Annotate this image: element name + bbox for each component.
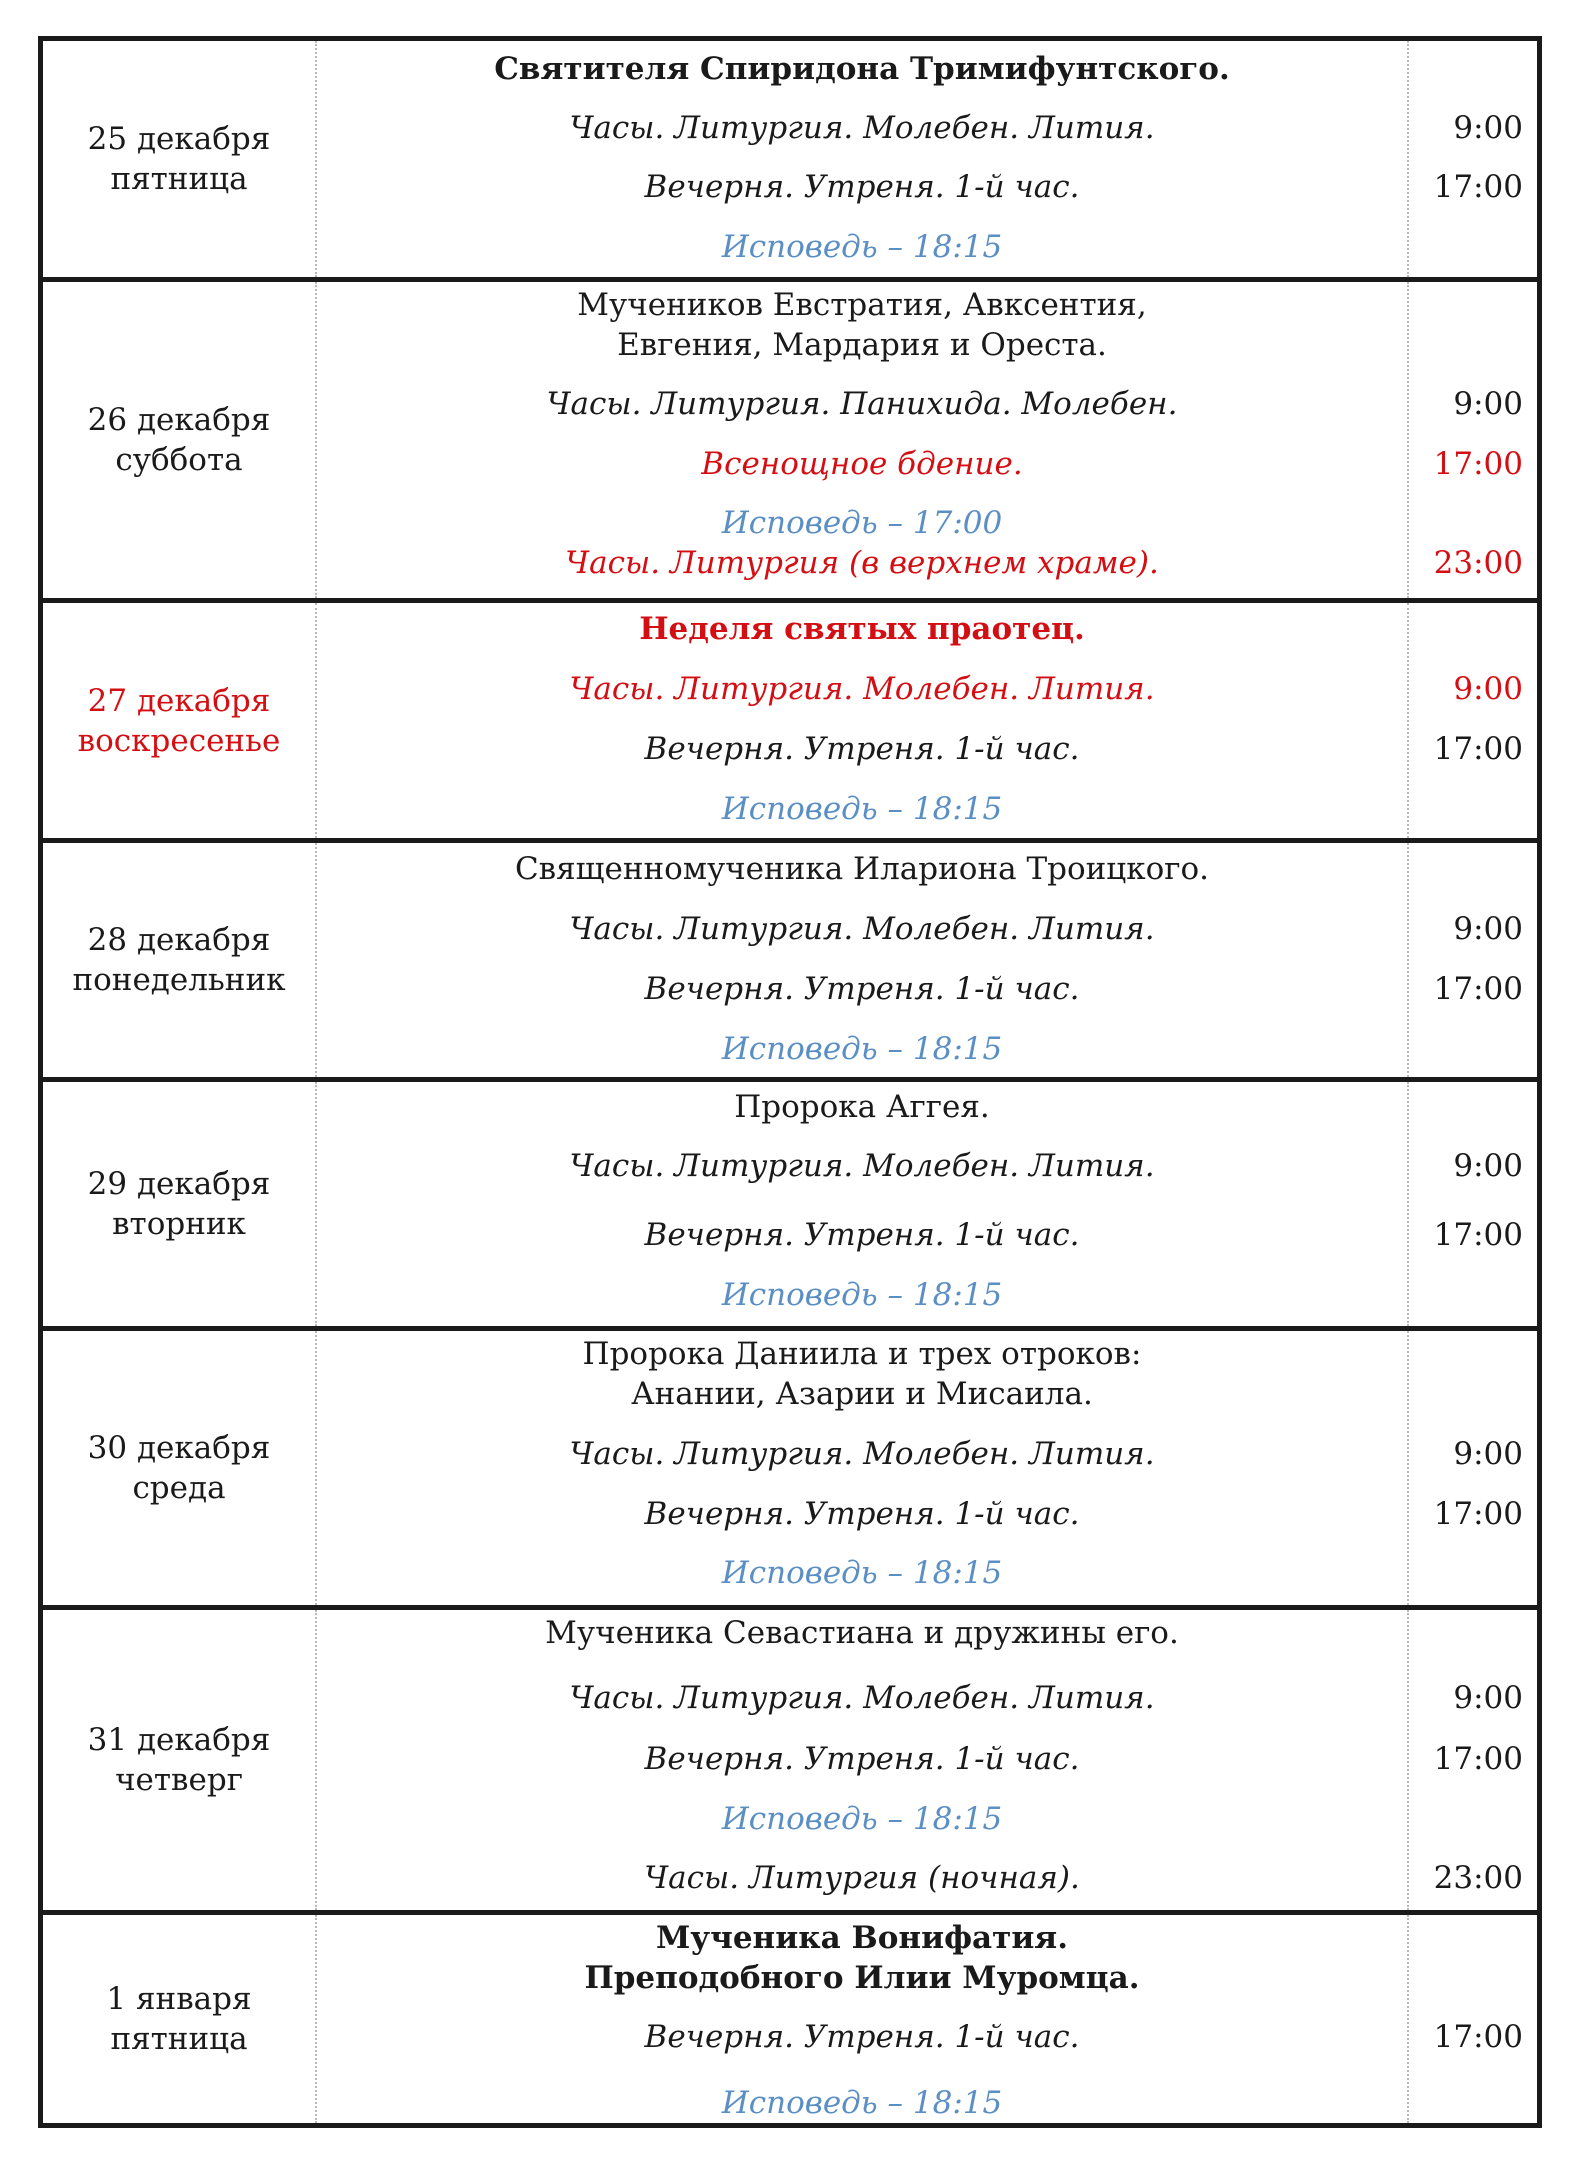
date-cell xyxy=(43,1610,317,1910)
service-time: 9:00 xyxy=(1453,386,1523,422)
feast-title-line-1: Пророка Даниила и трех отроков: xyxy=(582,1336,1142,1372)
night-service-name: Часы. Литургия (ночная). xyxy=(644,1860,1080,1896)
confession-time: Исповедь – 18:15 xyxy=(721,791,1003,827)
time-column xyxy=(1407,1082,1537,1326)
confession-time: Исповедь – 18:15 xyxy=(721,229,1003,265)
feast-title: Мученика Севастиана и дружины его. xyxy=(545,1615,1179,1651)
service-time: 17:00 xyxy=(1433,731,1523,767)
confession-time: Исповедь – 18:15 xyxy=(721,1801,1003,1837)
service-name: Вечерня. Утреня. 1-й час. xyxy=(644,1496,1080,1532)
feast-title-line-2: Преподобного Илии Муромца. xyxy=(584,1960,1140,1996)
service-name: Вечерня. Утреня. 1-й час. xyxy=(644,1741,1080,1777)
service-time: 9:00 xyxy=(1453,110,1523,146)
date: 28 декабря xyxy=(87,922,271,958)
date-cell xyxy=(43,603,317,838)
service-time: 17:00 xyxy=(1433,1217,1523,1253)
service-name: Часы. Литургия. Молебен. Лития. xyxy=(569,1436,1155,1472)
date-cell xyxy=(43,41,317,277)
service-name: Вечерня. Утреня. 1-й час. xyxy=(644,1217,1080,1253)
weekday: суббота xyxy=(115,442,243,478)
date-cell xyxy=(43,282,317,598)
feast-title: Священномученика Илариона Троицкого. xyxy=(514,851,1210,887)
feast-title: Неделя святых праотец. xyxy=(639,611,1085,647)
date: 1 января xyxy=(106,1981,252,2017)
night-service-time: 23:00 xyxy=(1433,1860,1523,1896)
date: 27 декабря xyxy=(87,682,271,719)
feast-title-line-1: Мучеников Евстратия, Авксентия, xyxy=(577,287,1147,323)
service-name: Часы. Литургия. Молебен. Лития. xyxy=(569,1680,1155,1716)
schedule-table xyxy=(38,36,1542,2128)
confession-time: Исповедь – 18:15 xyxy=(721,1555,1003,1591)
day-row-dec-30 xyxy=(43,1326,1537,1605)
date-cell xyxy=(43,843,317,1077)
night-service-name: Часы. Литургия (в верхнем храме). xyxy=(565,545,1159,581)
weekday: понедельник xyxy=(72,962,286,998)
service-time: 9:00 xyxy=(1453,1148,1523,1184)
service-time: 17:00 xyxy=(1433,971,1523,1007)
date: 31 декабря xyxy=(87,1722,271,1758)
feast-title-line-2: Евгения, Мардария и Ореста. xyxy=(617,327,1107,363)
feast-title: Пророка Аггея. xyxy=(734,1089,990,1125)
service-time: 17:00 xyxy=(1433,2019,1523,2055)
service-name: Вечерня. Утреня. 1-й час. xyxy=(644,731,1080,767)
service-time: 9:00 xyxy=(1453,671,1523,707)
service-time: 9:00 xyxy=(1453,911,1523,947)
time-column xyxy=(1407,843,1537,1077)
weekday: пятница xyxy=(110,2021,248,2057)
date-cell xyxy=(43,1915,317,2123)
service-time: 17:00 xyxy=(1433,1741,1523,1777)
service-time: 9:00 xyxy=(1453,1680,1523,1716)
feast-title-line-1: Мученика Вонифатия. xyxy=(655,1920,1069,1956)
date: 25 декабря xyxy=(87,121,271,157)
feast-title: Святителя Спиридона Тримифунтского. xyxy=(494,51,1230,87)
day-row-dec-31 xyxy=(43,1605,1537,1910)
service-time: 17:00 xyxy=(1433,446,1523,482)
day-row-dec-25 xyxy=(43,41,1537,277)
time-column xyxy=(1407,41,1537,277)
night-service-time: 23:00 xyxy=(1433,545,1523,581)
confession-time: Исповедь – 17:00 xyxy=(721,505,1003,541)
date-cell xyxy=(43,1331,317,1605)
service-time: 9:00 xyxy=(1453,1436,1523,1472)
weekday: вторник xyxy=(112,1206,246,1242)
date-cell xyxy=(43,1082,317,1326)
day-row-dec-26 xyxy=(43,277,1537,598)
service-name: Всенощное бдение. xyxy=(701,446,1023,482)
service-name: Часы. Литургия. Молебен. Лития. xyxy=(569,911,1155,947)
confession-time: Исповедь – 18:15 xyxy=(721,1031,1003,1067)
service-time: 17:00 xyxy=(1433,169,1523,205)
weekday: четверг xyxy=(115,1762,243,1798)
service-name: Вечерня. Утреня. 1-й час. xyxy=(644,971,1080,1007)
weekday: пятница xyxy=(110,161,248,197)
day-row-jan-01 xyxy=(43,1910,1537,2123)
service-name: Часы. Литургия. Панихида. Молебен. xyxy=(546,386,1178,422)
feast-title-line-2: Анании, Азарии и Мисаила. xyxy=(631,1376,1093,1412)
date: 29 декабря xyxy=(87,1166,271,1202)
service-name: Вечерня. Утреня. 1-й час. xyxy=(644,2019,1080,2055)
confession-time: Исповедь – 18:15 xyxy=(721,2085,1003,2121)
day-row-dec-29 xyxy=(43,1077,1537,1326)
time-column xyxy=(1407,603,1537,838)
service-name: Вечерня. Утреня. 1-й час. xyxy=(644,169,1080,205)
date: 30 декабря xyxy=(87,1430,271,1466)
service-name: Часы. Литургия. Молебен. Лития. xyxy=(569,110,1155,146)
date: 26 декабря xyxy=(87,402,271,438)
service-name: Часы. Литургия. Молебен. Лития. xyxy=(569,1148,1155,1184)
service-name: Часы. Литургия. Молебен. Лития. xyxy=(569,671,1155,707)
confession-time: Исповедь – 18:15 xyxy=(721,1277,1003,1313)
service-time: 17:00 xyxy=(1433,1496,1523,1532)
day-row-dec-28 xyxy=(43,838,1537,1077)
day-row-dec-27 xyxy=(43,598,1537,838)
weekday: среда xyxy=(132,1470,226,1506)
weekday: воскресенье xyxy=(77,722,281,759)
